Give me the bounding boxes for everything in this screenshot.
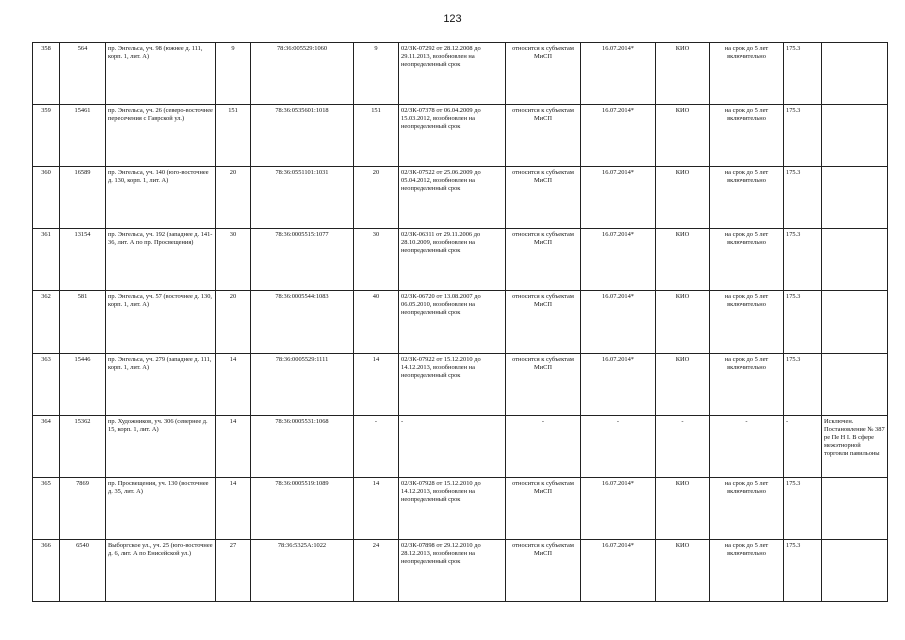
- term-cell: на срок до 5 лет включительно: [710, 539, 784, 601]
- object-id-cell: 6540: [60, 539, 106, 601]
- category-cell: относится к субъектам МиСП: [506, 353, 581, 415]
- contract-cell: 02/ЗК-06311 от 29.11.2006 до 28.10.2009, возобновлен на неопределенный срок: [399, 229, 506, 291]
- area-actual-cell: 40: [354, 291, 399, 353]
- cadastral-number-cell: 78:36:0005531:1068: [251, 415, 354, 477]
- address-cell: пр. Энгельса, уч. 140 (юго-восточнее д. 130, корп. 1, лит. А): [106, 167, 216, 229]
- area-actual-cell: 14: [354, 477, 399, 539]
- term-cell: на срок до 5 лет включительно: [710, 43, 784, 105]
- row-number-cell: 359: [33, 105, 60, 167]
- cadastral-number-cell: 78:36:0005544:1083: [251, 291, 354, 353]
- area-actual-cell: 30: [354, 229, 399, 291]
- category-cell: -: [506, 415, 581, 477]
- contract-cell: 02/ЗК-07378 от 06.04.2009 до 15.03.2012, возобновлен на неопределенный срок: [399, 105, 506, 167]
- address-cell: пр. Энгельса, уч. 57 (восточнее д. 130, корп. 1, лит. А): [106, 291, 216, 353]
- row-number-cell: 362: [33, 291, 60, 353]
- term-cell: на срок до 5 лет включительно: [710, 105, 784, 167]
- date-cell: 16.07.2014*: [581, 353, 656, 415]
- area-actual-cell: 9: [354, 43, 399, 105]
- term-cell: на срок до 5 лет включительно: [710, 291, 784, 353]
- category-cell: относится к субъектам МиСП: [506, 229, 581, 291]
- table-row: [33, 43, 888, 105]
- code-cell: 175.3: [784, 539, 822, 601]
- category-cell: относится к субъектам МиСП: [506, 291, 581, 353]
- table-row: [33, 229, 888, 291]
- date-cell: 16.07.2014*: [581, 105, 656, 167]
- area-actual-cell: 24: [354, 539, 399, 601]
- row-number-cell: 364: [33, 415, 60, 477]
- table-row: [33, 353, 888, 415]
- row-number-cell: 360: [33, 167, 60, 229]
- area-cell: 20: [216, 167, 251, 229]
- area-cell: 27: [216, 539, 251, 601]
- object-id-cell: 564: [60, 43, 106, 105]
- object-id-cell: 15446: [60, 353, 106, 415]
- table-row: [33, 291, 888, 353]
- contract-cell: 02/ЗК-06720 от 13.08.2007 до 06.05.2010, возобновлен на неопределенный срок: [399, 291, 506, 353]
- contract-cell: -: [399, 415, 506, 477]
- date-cell: 16.07.2014*: [581, 229, 656, 291]
- category-cell: относится к субъектам МиСП: [506, 477, 581, 539]
- contract-cell: 02/ЗК-07522 от 25.06.2009 до 05.04.2012, возобновлен на неопределенный срок: [399, 167, 506, 229]
- area-cell: 20: [216, 291, 251, 353]
- row-number-cell: 358: [33, 43, 60, 105]
- area-actual-cell: 14: [354, 353, 399, 415]
- row-number-cell: 366: [33, 539, 60, 601]
- cadastral-number-cell: 78:36:0005529:1111: [251, 353, 354, 415]
- row-number-cell: 361: [33, 229, 60, 291]
- object-id-cell: 13154: [60, 229, 106, 291]
- row-number-cell: 365: [33, 477, 60, 539]
- address-cell: Выборгское ул., уч. 25 (юго-восточнее д. 6, лит. А по Енисейской ул.): [106, 539, 216, 601]
- table-row: [33, 105, 888, 167]
- area-cell: 14: [216, 353, 251, 415]
- code-cell: 175.3: [784, 43, 822, 105]
- address-cell: пр. Энгельса, уч. 192 (западнее д. 141-36, лит. А по пр. Просвещения): [106, 229, 216, 291]
- area-cell: 14: [216, 477, 251, 539]
- organization-cell: -: [656, 415, 710, 477]
- note-cell: [822, 43, 888, 105]
- page-number: 123: [443, 13, 462, 25]
- contract-cell: 02/ЗК-07928 от 15.12.2010 до 14.12.2013, возобновлен на неопределенный срок: [399, 477, 506, 539]
- note-cell: Исключен. Постановление № 387 ре Пе Н I. В сфере межэтнорной торговли павильоны: [822, 415, 888, 477]
- object-id-cell: 16589: [60, 167, 106, 229]
- area-actual-cell: 151: [354, 105, 399, 167]
- date-cell: 16.07.2014*: [581, 167, 656, 229]
- address-cell: пр. Энгельса, уч. 26 (северо-восточнее пересечения с Гаврской ул.): [106, 105, 216, 167]
- table-row: [33, 415, 888, 477]
- register-body: [33, 43, 888, 602]
- organization-cell: КИО: [656, 291, 710, 353]
- cadastral-number-cell: 78:36:5325А:1022: [251, 539, 354, 601]
- area-cell: 14: [216, 415, 251, 477]
- note-cell: [822, 105, 888, 167]
- contract-cell: 02/ЗК-07898 от 29.12.2010 до 28.12.2013, возобновлен на неопределенный срок: [399, 539, 506, 601]
- object-id-cell: 15461: [60, 105, 106, 167]
- code-cell: 175.3: [784, 167, 822, 229]
- organization-cell: КИО: [656, 105, 710, 167]
- table-row: [33, 477, 888, 539]
- address-cell: пр. Просвещения, уч. 130 (восточнее д. 35, лит. А): [106, 477, 216, 539]
- area-actual-cell: 20: [354, 167, 399, 229]
- cadastral-number-cell: 78:36:0551101:1031: [251, 167, 354, 229]
- note-cell: [822, 229, 888, 291]
- term-cell: на срок до 5 лет включительно: [710, 477, 784, 539]
- organization-cell: КИО: [656, 477, 710, 539]
- object-id-cell: 15362: [60, 415, 106, 477]
- organization-cell: КИО: [656, 539, 710, 601]
- address-cell: пр. Энгельса, уч. 98 (южнее д. 111, корп. 1, лит. А): [106, 43, 216, 105]
- note-cell: [822, 167, 888, 229]
- code-cell: 175.3: [784, 229, 822, 291]
- date-cell: 16.07.2014*: [581, 477, 656, 539]
- code-cell: 175.3: [784, 477, 822, 539]
- cadastral-number-cell: 78:36:005529:1060: [251, 43, 354, 105]
- date-cell: 16.07.2014*: [581, 291, 656, 353]
- note-cell: [822, 353, 888, 415]
- date-cell: -: [581, 415, 656, 477]
- category-cell: относится к субъектам МиСП: [506, 539, 581, 601]
- cadastral-number-cell: 78:36:0535601:1018: [251, 105, 354, 167]
- code-cell: 175.3: [784, 353, 822, 415]
- cadastral-number-cell: 78:36:0005519:1089: [251, 477, 354, 539]
- organization-cell: КИО: [656, 43, 710, 105]
- area-actual-cell: -: [354, 415, 399, 477]
- row-number-cell: 363: [33, 353, 60, 415]
- area-cell: 30: [216, 229, 251, 291]
- note-cell: [822, 477, 888, 539]
- date-cell: 16.07.2014*: [581, 43, 656, 105]
- cadastral-number-cell: 78:36:0005515:1077: [251, 229, 354, 291]
- contract-cell: 02/ЗК-07922 от 15.12.2010 до 14.12.2013, возобновлен на неопределенный срок: [399, 353, 506, 415]
- object-id-cell: 581: [60, 291, 106, 353]
- code-cell: -: [784, 415, 822, 477]
- note-cell: [822, 291, 888, 353]
- contract-cell: 02/ЗК-07292 от 28.12.2008 до 29.11.2013, возобновлен на неопределенный срок: [399, 43, 506, 105]
- address-cell: пр. Художников, уч. 306 (севернее д. 15, корп. 1, лит. А): [106, 415, 216, 477]
- code-cell: 175.3: [784, 291, 822, 353]
- register-table: [32, 42, 888, 602]
- organization-cell: КИО: [656, 353, 710, 415]
- table-row: [33, 539, 888, 601]
- category-cell: относится к субъектам МиСП: [506, 167, 581, 229]
- term-cell: на срок до 5 лет включительно: [710, 167, 784, 229]
- date-cell: 16.07.2014*: [581, 539, 656, 601]
- object-id-cell: 7869: [60, 477, 106, 539]
- code-cell: 175.3: [784, 105, 822, 167]
- note-cell: [822, 539, 888, 601]
- address-cell: пр. Энгельса, уч. 279 (западнее д. 111, корп. 1, лит. А): [106, 353, 216, 415]
- term-cell: -: [710, 415, 784, 477]
- area-cell: 151: [216, 105, 251, 167]
- term-cell: на срок до 5 лет включительно: [710, 229, 784, 291]
- area-cell: 9: [216, 43, 251, 105]
- term-cell: на срок до 5 лет включительно: [710, 353, 784, 415]
- category-cell: относится к субъектам МиСП: [506, 105, 581, 167]
- organization-cell: КИО: [656, 167, 710, 229]
- table-row: [33, 167, 888, 229]
- category-cell: относится к субъектам МиСП: [506, 43, 581, 105]
- organization-cell: КИО: [656, 229, 710, 291]
